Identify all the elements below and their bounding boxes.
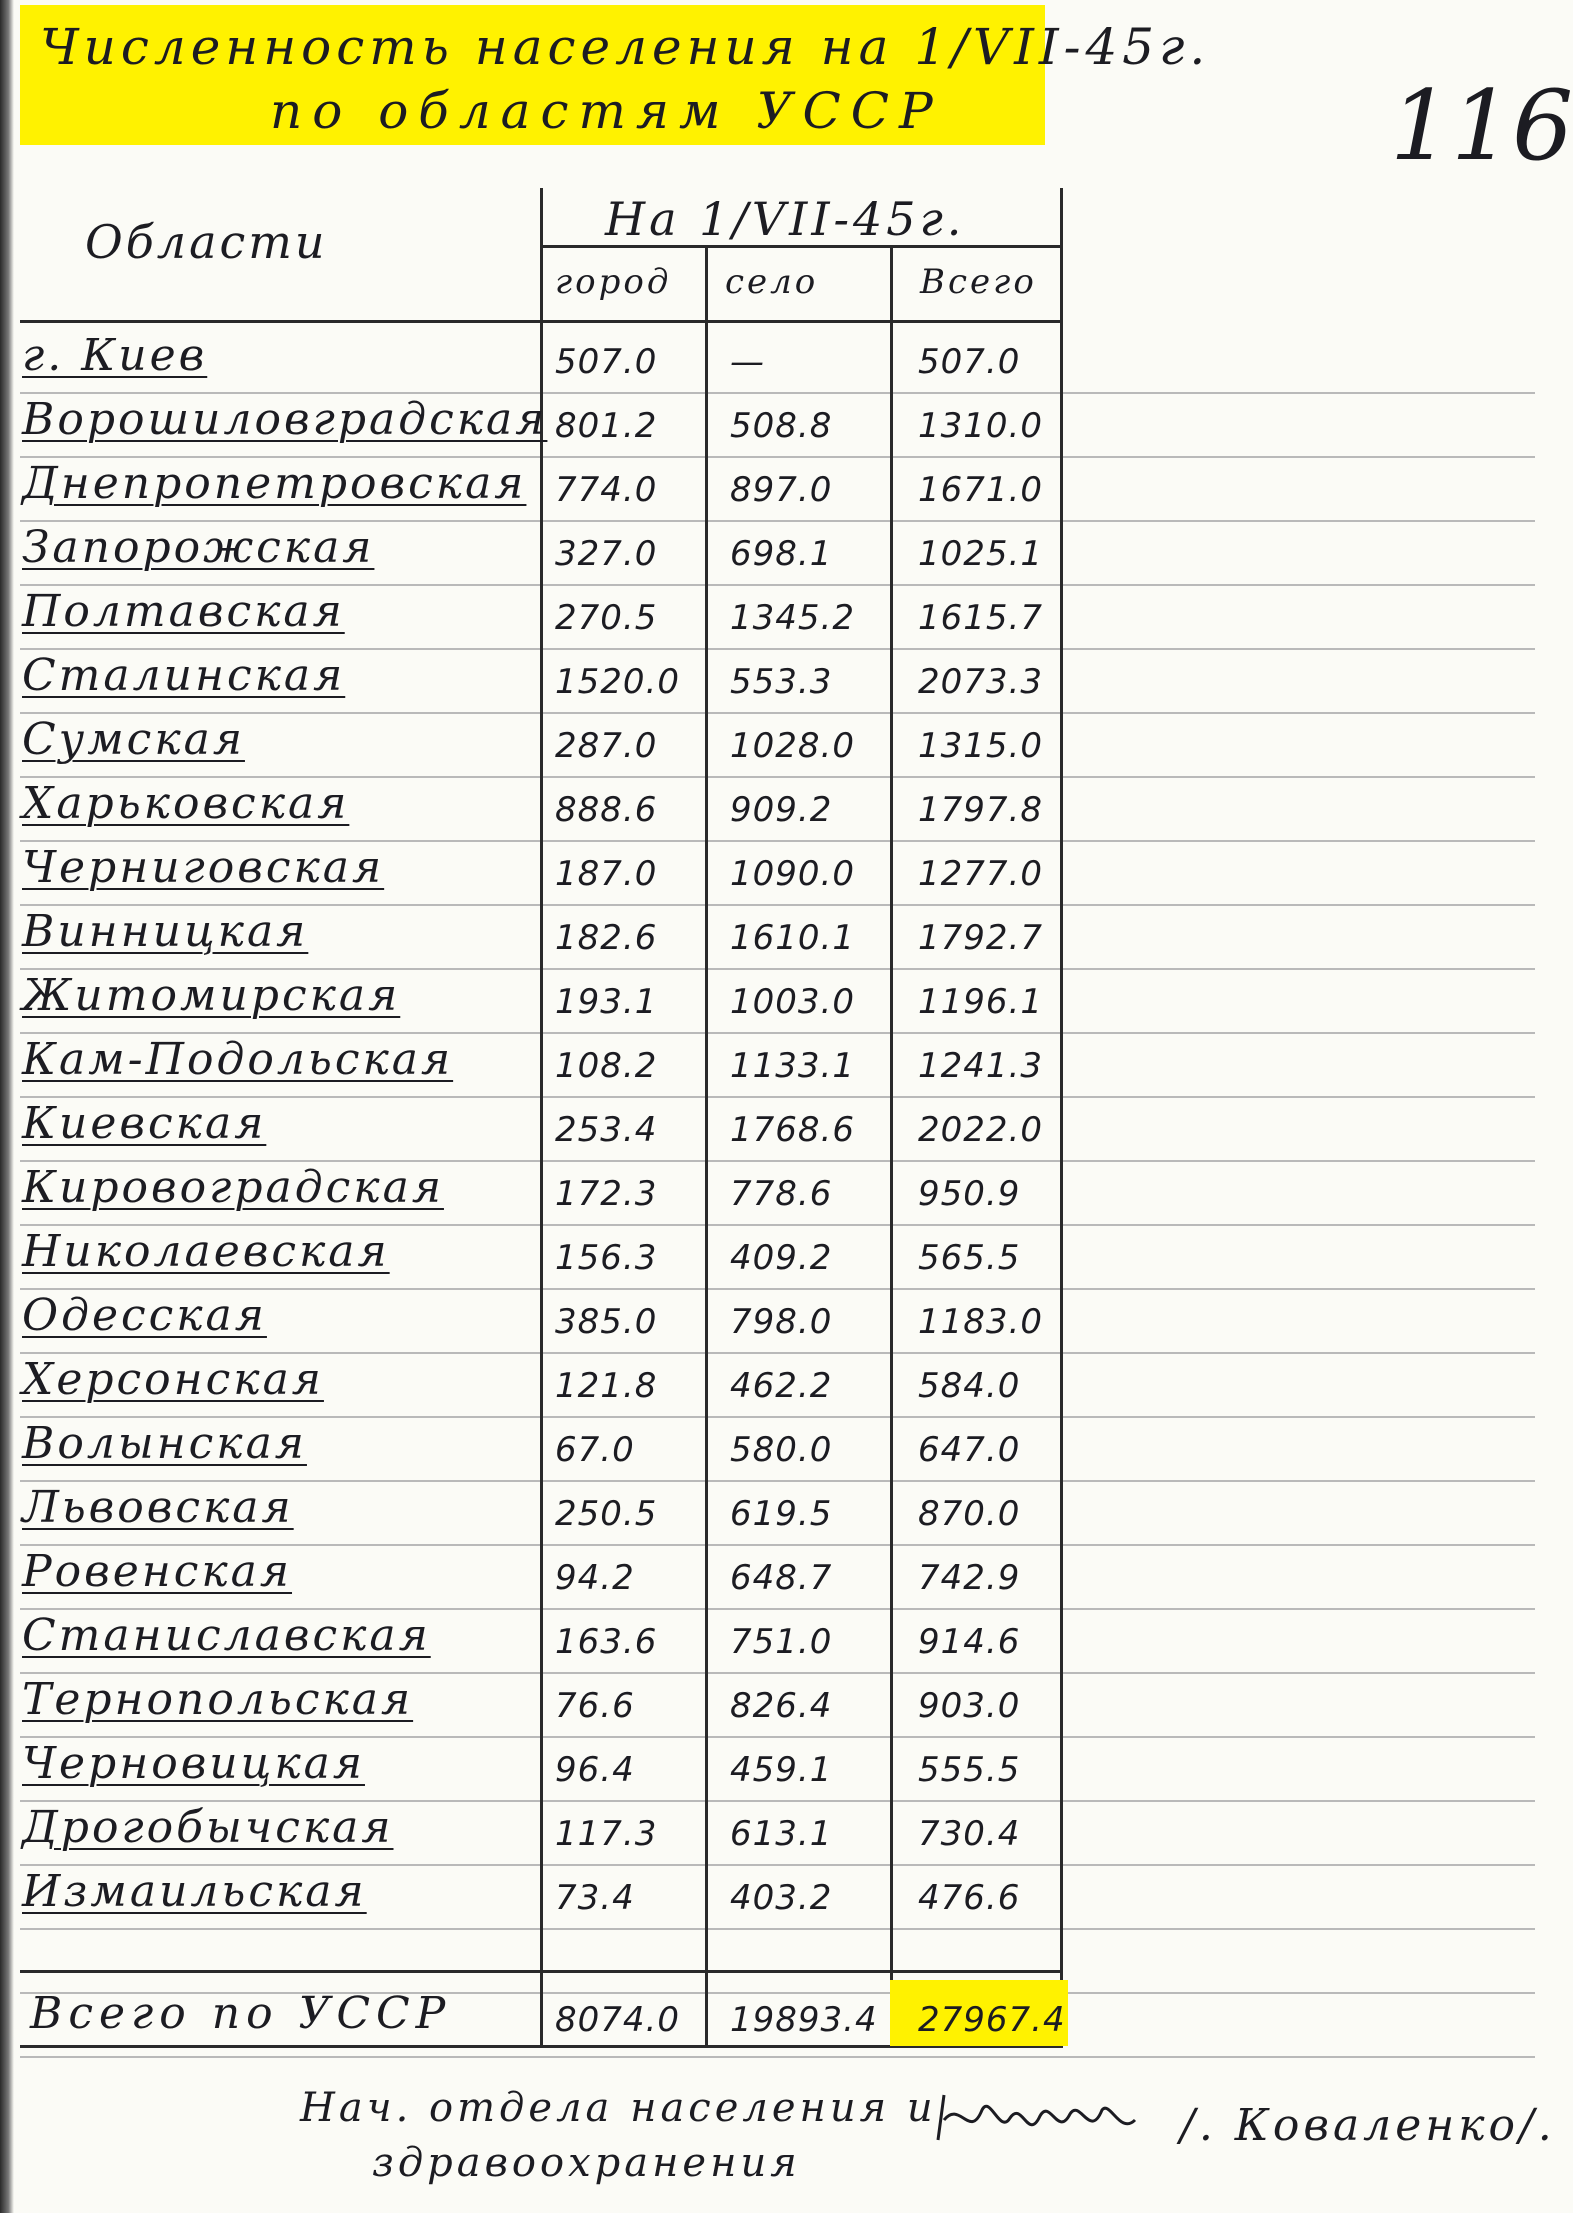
total-value: 1671.0 [918,470,1043,510]
village-value: 409.2 [730,1238,833,1278]
total-value: 1241.3 [918,1046,1043,1086]
region-name: Киевская [22,1098,267,1149]
region-name: Харьковская [22,778,350,829]
village-value: 459.1 [730,1750,833,1790]
total-value: 584.0 [918,1366,1021,1406]
region-name: Сумская [22,714,245,765]
total-value: 742.9 [918,1558,1021,1598]
total-row [0,1988,1100,2052]
total-value: 1183.0 [918,1302,1043,1342]
region-name: Черниговская [22,842,385,893]
region-name: Кировоградская [22,1162,444,1213]
total-label: Всего по УССР [30,1988,452,2039]
city-value: 250.5 [555,1494,658,1534]
region-name: Днепропетровская [22,458,527,509]
city-value: 801.2 [555,406,658,446]
header-regions: Области [85,215,328,269]
total-separator-line [20,1970,1063,1973]
total-value: 1277.0 [918,854,1043,894]
city-value: 73.4 [555,1878,635,1918]
table-row [0,1482,1100,1546]
signer-name: /. Коваленко/. [1180,2100,1556,2151]
village-value: 648.7 [730,1558,833,1598]
page-number: 116 [1390,70,1573,182]
village-value: 403.2 [730,1878,833,1918]
region-name: Запорожская [22,522,375,573]
village-value: 1610.1 [730,918,855,958]
village-value: 553.3 [730,662,833,702]
total-village-value: 19893.4 [730,2000,878,2040]
title-line-2: по областям УССР [270,82,943,140]
table-row [0,1418,1100,1482]
total-value: 476.6 [918,1878,1021,1918]
table-row [0,906,1100,970]
total-value: 507.0 [918,342,1021,382]
total-value: 1792.7 [918,918,1043,958]
table-row [0,842,1100,906]
region-name: Николаевская [22,1226,390,1277]
village-value: 1345.2 [730,598,855,638]
city-value: 385.0 [555,1302,658,1342]
total-city-value: 8074.0 [555,2000,680,2040]
city-value: 108.2 [555,1046,658,1086]
village-value: — [730,342,765,382]
total-value: 950.9 [918,1174,1021,1214]
city-value: 163.6 [555,1622,658,1662]
region-name: г. Киев [22,330,208,381]
region-name: Одесская [22,1290,267,1341]
village-value: 1133.1 [730,1046,855,1086]
city-value: 193.1 [555,982,658,1022]
region-name: Херсонская [22,1354,324,1405]
table-row [0,330,1100,394]
city-value: 156.3 [555,1238,658,1278]
village-value: 698.1 [730,534,833,574]
header-date: На 1/VII-45г. [605,192,966,246]
region-name: Житомирская [22,970,401,1021]
table-row [0,586,1100,650]
city-value: 507.0 [555,342,658,382]
table-row [0,1738,1100,1802]
city-value: 1520.0 [555,662,680,702]
header-total: Всего [920,262,1037,302]
region-name: Полтавская [22,586,345,637]
table-row [0,1034,1100,1098]
total-value: 870.0 [918,1494,1021,1534]
village-value: 798.0 [730,1302,833,1342]
region-name: Черновицкая [22,1738,365,1789]
header-bottom-line [20,320,1063,323]
village-value: 619.5 [730,1494,833,1534]
village-value: 1090.0 [730,854,855,894]
table-row [0,522,1100,586]
total-value: 730.4 [918,1814,1021,1854]
region-name: Измаильская [22,1866,367,1917]
region-name: Волынская [22,1418,307,1469]
region-name: Ровенская [22,1546,293,1597]
region-name: Ворошиловградская [22,394,548,445]
table-row [0,1098,1100,1162]
city-value: 774.0 [555,470,658,510]
table-row [0,714,1100,778]
total-value: 903.0 [918,1686,1021,1726]
total-value: 2022.0 [918,1110,1043,1150]
footer-position-line-2: здравоохранения [372,2140,801,2186]
region-name: Львовская [22,1482,294,1533]
region-name: Дрогобычская [22,1802,394,1853]
total-value: 914.6 [918,1622,1021,1662]
title-line-1: Численность населения на 1/VII-45г. [40,18,1211,76]
header-village: село [725,262,819,302]
village-value: 1768.6 [730,1110,855,1150]
village-value: 778.6 [730,1174,833,1214]
table-row [0,1354,1100,1418]
table-row [0,1802,1100,1866]
village-value: 1028.0 [730,726,855,766]
city-value: 287.0 [555,726,658,766]
table-row [0,1162,1100,1226]
table-row [0,1610,1100,1674]
total-value: 555.5 [918,1750,1021,1790]
total-value: 1615.7 [918,598,1043,638]
total-value: 565.5 [918,1238,1021,1278]
handwritten-signature [930,2080,1140,2160]
total-value: 647.0 [918,1430,1021,1470]
village-value: 613.1 [730,1814,833,1854]
city-value: 121.8 [555,1366,658,1406]
region-name: Станиславская [22,1610,431,1661]
city-value: 96.4 [555,1750,635,1790]
village-value: 909.2 [730,790,833,830]
table-row [0,650,1100,714]
village-value: 462.2 [730,1366,833,1406]
footer-position-line-1: Нач. отдела населения и [300,2085,937,2131]
total-value: 1797.8 [918,790,1043,830]
city-value: 187.0 [555,854,658,894]
region-name: Тернопольская [22,1674,414,1725]
village-value: 1003.0 [730,982,855,1022]
village-value: 508.8 [730,406,833,446]
city-value: 76.6 [555,1686,635,1726]
table-row [0,1674,1100,1738]
table-row [0,970,1100,1034]
city-value: 270.5 [555,598,658,638]
city-value: 172.3 [555,1174,658,1214]
city-value: 327.0 [555,534,658,574]
total-value: 1315.0 [918,726,1043,766]
table-row [0,1546,1100,1610]
region-name: Кам-Подольская [22,1034,454,1085]
region-name: Сталинская [22,650,346,701]
city-value: 888.6 [555,790,658,830]
city-value: 253.4 [555,1110,658,1150]
total-value: 2073.3 [918,662,1043,702]
ruled-line [20,2056,1535,2058]
table-row [0,458,1100,522]
table-row [0,1290,1100,1354]
village-value: 897.0 [730,470,833,510]
region-name: Винницкая [22,906,309,957]
village-value: 580.0 [730,1430,833,1470]
table-row [0,1866,1100,1930]
total-value: 1025.1 [918,534,1043,574]
village-value: 751.0 [730,1622,833,1662]
table-row [0,394,1100,458]
header-city: город [555,262,672,302]
village-value: 826.4 [730,1686,833,1726]
table-row [0,1226,1100,1290]
city-value: 182.6 [555,918,658,958]
city-value: 94.2 [555,1558,635,1598]
city-value: 117.3 [555,1814,658,1854]
table-row [0,778,1100,842]
total-value: 1196.1 [918,982,1043,1022]
grand-total-value: 27967.4 [918,2000,1066,2040]
city-value: 67.0 [555,1430,635,1470]
total-value: 1310.0 [918,406,1043,446]
